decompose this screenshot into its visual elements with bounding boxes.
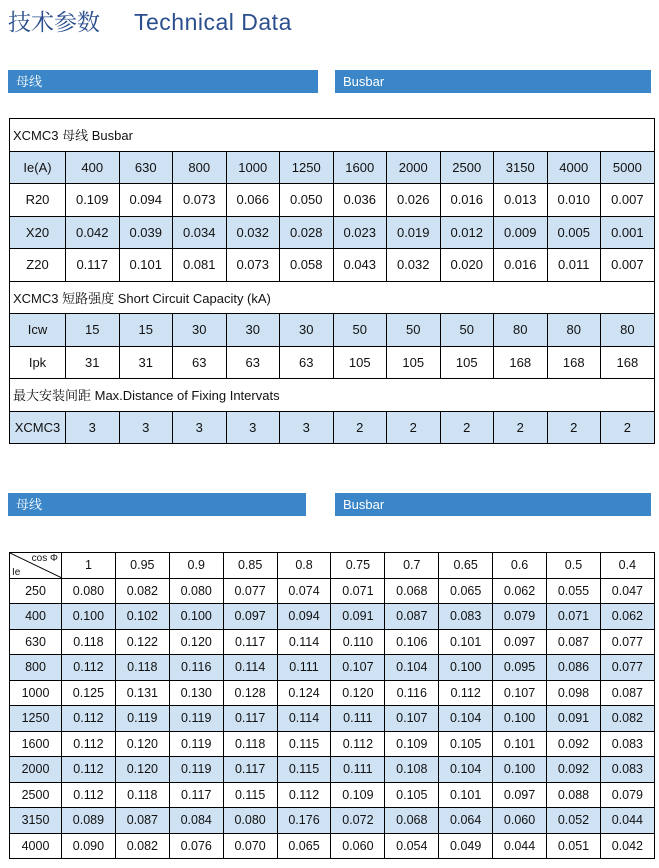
table-cell: 0.120 [169,629,223,655]
table-cell: 0.065 [277,833,331,859]
table-cell: 0.084 [169,808,223,834]
table-cell: 0.088 [547,782,601,808]
table-cell: 0.080 [169,578,223,604]
table-cell: 0.100 [439,655,493,681]
table-row [10,706,655,732]
table-cell: 0.011 [547,249,601,282]
table-cell: 0.104 [439,757,493,783]
table-cell: 0.120 [115,757,169,783]
header-cell: 0.75 [331,553,385,579]
table-cell: 0.016 [494,249,548,282]
table-cell: 0.112 [62,731,116,757]
table-cell: 0.101 [493,731,547,757]
row-label: 3150 [10,808,62,834]
header-cell: 0.65 [439,553,493,579]
table-cell: 0.087 [115,808,169,834]
table-cell: 0.082 [600,706,654,732]
table-cell: 0.019 [387,216,441,249]
table-cell: 0.111 [331,757,385,783]
row-label: Ipk [10,346,66,379]
header-cell: 5000 [601,151,655,184]
header-cell: 630 [119,151,173,184]
table-cell: 0.102 [115,604,169,630]
table-cell: 0.087 [547,629,601,655]
page-title [8,4,292,37]
table-cell: 0.092 [547,731,601,757]
table-cell: 50 [387,314,441,347]
header-cell: 0.85 [223,553,277,579]
table-cell: 0.120 [115,731,169,757]
table-cell: 31 [119,346,173,379]
table-cell: 0.119 [169,706,223,732]
table-cell: 0.071 [547,604,601,630]
table-cell: 0.125 [62,680,116,706]
header-cell: 0.4 [600,553,654,579]
table-cell: 63 [280,346,334,379]
table-section-row [10,119,655,152]
table-cell: 0.112 [62,757,116,783]
header-cell: 3150 [494,151,548,184]
table-cell: 0.042 [66,216,120,249]
table-cell: 0.009 [494,216,548,249]
table-section-row [10,379,655,412]
table-cell: 0.122 [115,629,169,655]
table-cell: 0.026 [387,184,441,217]
header-cell: 800 [173,151,227,184]
table-cell: 0.098 [547,680,601,706]
table-cell: 3 [226,411,280,444]
table-cell: 0.054 [385,833,439,859]
table-cell: 0.112 [331,731,385,757]
table-cell: 0.116 [385,680,439,706]
row-label: Z20 [10,249,66,282]
table-cell: 0.111 [277,655,331,681]
table-cell: 0.115 [223,782,277,808]
table-cell: 0.064 [439,808,493,834]
row-label: 2500 [10,782,62,808]
table-cell: 105 [440,346,494,379]
table-cell: 0.074 [277,578,331,604]
table-cell: 0.112 [439,680,493,706]
table-cell: 0.076 [169,833,223,859]
table-cell: 0.062 [493,578,547,604]
page-title-cn: 技术参数 [8,9,100,35]
table-cell: 0.117 [223,757,277,783]
header-cell: 0.8 [277,553,331,579]
table-cell: 0.112 [277,782,331,808]
header-cell: Ie(A) [10,151,66,184]
table-row [10,604,655,630]
table-cell: 0.119 [169,757,223,783]
row-label: 400 [10,604,62,630]
table-cell: 0.115 [277,757,331,783]
table-cell: 0.091 [331,604,385,630]
table-cell: 50 [440,314,494,347]
table-cell: 0.065 [439,578,493,604]
table-cell: 0.082 [115,578,169,604]
table-cell: 0.032 [387,249,441,282]
table-cell: 0.020 [440,249,494,282]
table-cell: 0.097 [223,604,277,630]
table-cell: 0.047 [600,578,654,604]
row-label: X20 [10,216,66,249]
table-cell: 0.060 [331,833,385,859]
table-cell: 0.100 [169,604,223,630]
table-cell: 105 [387,346,441,379]
table-cell: 0.083 [439,604,493,630]
table-cell: 0.119 [115,706,169,732]
table-cell: 0.066 [226,184,280,217]
table-header-row [10,151,655,184]
table-cell: 0.013 [494,184,548,217]
table-cell: 0.010 [547,184,601,217]
table-cell: 0.176 [277,808,331,834]
table-cell: 0.016 [440,184,494,217]
cos-phi-label: cos Φ [31,553,58,564]
table-cell: 0.083 [600,757,654,783]
table-cell: 0.055 [547,578,601,604]
table-cell: 30 [226,314,280,347]
table-cell: 63 [173,346,227,379]
table-cell: 30 [280,314,334,347]
section1-bar-left: 母线 [8,70,318,93]
table-cell: 0.117 [66,249,120,282]
table-cell: 2 [387,411,441,444]
table-cell: 168 [601,346,655,379]
header-cell: 0.6 [493,553,547,579]
table-cell: 0.052 [547,808,601,834]
table-cell: 0.119 [169,731,223,757]
table-cell: 0.036 [333,184,387,217]
table-cell: 0.101 [119,249,173,282]
table-row [10,411,655,444]
table-row [10,249,655,282]
table-cell: 0.073 [173,184,227,217]
table-cell: 0.081 [173,249,227,282]
table-cell: 0.051 [547,833,601,859]
table-cell: 0.107 [493,680,547,706]
table-cell: 0.077 [223,578,277,604]
table-row [10,757,655,783]
table-cell: 0.068 [385,578,439,604]
page-title-en: Technical Data [134,9,292,35]
table-cell: 0.071 [331,578,385,604]
table-cell: 0.094 [119,184,173,217]
table-cell: 0.097 [493,782,547,808]
table-section-row [10,281,655,314]
table-cell: 0.109 [331,782,385,808]
table-cell: 3 [173,411,227,444]
table-cell: 0.023 [333,216,387,249]
table-cell: 0.012 [440,216,494,249]
table-cell: 0.100 [62,604,116,630]
table-row [10,782,655,808]
table-cell: 0.079 [600,782,654,808]
table-cell: 0.080 [223,808,277,834]
table-cell: 105 [333,346,387,379]
row-label: 1000 [10,680,62,706]
table-cell: 0.087 [385,604,439,630]
short-circuit-title: XCMC3 短路强度 Short Circuit Capacity (kA) [10,281,655,314]
section2-bar-left: 母线 [8,493,306,516]
section1-bar-right: Busbar [335,70,651,93]
table-cell: 0.108 [385,757,439,783]
table-row [10,833,655,859]
table-cell: 0.058 [280,249,334,282]
table-cell: 0.131 [115,680,169,706]
table-cell: 0.080 [62,578,116,604]
header-cell: 0.5 [547,553,601,579]
table-row [10,680,655,706]
row-label: 1600 [10,731,62,757]
table-cell: 80 [494,314,548,347]
row-label: 2000 [10,757,62,783]
row-label: 630 [10,629,62,655]
row-label: R20 [10,184,66,217]
table-cell: 168 [547,346,601,379]
table-cell: 0.112 [62,655,116,681]
table-cell: 2 [494,411,548,444]
voltage-drop-table [9,552,655,859]
header-cell: 400 [66,151,120,184]
table-cell: 0.077 [600,629,654,655]
table-cell: 0.118 [115,782,169,808]
row-label: 250 [10,578,62,604]
header-cell: 0.7 [385,553,439,579]
table-cell: 0.104 [385,655,439,681]
header-cell: 1600 [333,151,387,184]
table-cell: 2 [601,411,655,444]
table-cell: 0.087 [600,680,654,706]
table-cell: 0.079 [493,604,547,630]
table-row [10,808,655,834]
table-cell: 2 [440,411,494,444]
table-cell: 0.050 [280,184,334,217]
table-cell: 0.044 [600,808,654,834]
table-cell: 3 [66,411,120,444]
table-cell: 0.049 [439,833,493,859]
table-cell: 0.114 [223,655,277,681]
table-cell: 0.100 [493,706,547,732]
table-cell: 0.117 [223,706,277,732]
table-row [10,216,655,249]
table-cell: 0.060 [493,808,547,834]
header-cell: 0.9 [169,553,223,579]
table-cell: 0.114 [277,706,331,732]
table-cell: 80 [601,314,655,347]
table-cell: 0.007 [601,249,655,282]
table-cell: 0.090 [62,833,116,859]
row-label: Icw [10,314,66,347]
table-cell: 0.001 [601,216,655,249]
table-cell: 0.105 [439,731,493,757]
header-cell: 1000 [226,151,280,184]
table-cell: 0.083 [600,731,654,757]
table-cell: 0.114 [277,629,331,655]
current-label: Ie [12,566,21,578]
table-cell: 0.109 [385,731,439,757]
header-cell: 4000 [547,151,601,184]
table-cell: 0.072 [331,808,385,834]
table-cell: 0.104 [439,706,493,732]
table-row [10,629,655,655]
table-cell: 0.115 [277,731,331,757]
table-cell: 0.128 [223,680,277,706]
table-cell: 0.117 [169,782,223,808]
table-cell: 0.110 [331,629,385,655]
table-row [10,655,655,681]
table-cell: 30 [173,314,227,347]
table-cell: 0.118 [62,629,116,655]
table-row [10,578,655,604]
table-row [10,731,655,757]
table-cell: 0.089 [62,808,116,834]
table-cell: 0.082 [115,833,169,859]
header-cell: 1250 [280,151,334,184]
table-cell: 0.070 [223,833,277,859]
busbar-impedance-table [9,118,655,444]
table-cell: 0.077 [600,655,654,681]
table-cell: 0.107 [331,655,385,681]
table-cell: 0.032 [226,216,280,249]
table-cell: 0.109 [66,184,120,217]
table-cell: 15 [66,314,120,347]
section2-bar-right: Busbar [335,493,651,516]
table-row [10,314,655,347]
table-cell: 63 [226,346,280,379]
table-title: XCMC3 母线 Busbar [10,119,655,152]
table-cell: 50 [333,314,387,347]
table-cell: 3 [119,411,173,444]
table-cell: 0.007 [601,184,655,217]
table-cell: 0.118 [223,731,277,757]
row-label: XCMC3 [10,411,66,444]
table-cell: 0.034 [173,216,227,249]
row-label: 1250 [10,706,62,732]
table-cell: 31 [66,346,120,379]
table-cell: 80 [547,314,601,347]
table-cell: 0.043 [333,249,387,282]
table-cell: 0.039 [119,216,173,249]
table-cell: 0.120 [331,680,385,706]
table-cell: 3 [280,411,334,444]
table-cell: 0.068 [385,808,439,834]
table-cell: 0.105 [385,782,439,808]
table-cell: 0.112 [62,706,116,732]
table-cell: 0.116 [169,655,223,681]
table-cell: 0.028 [280,216,334,249]
table-cell: 0.005 [547,216,601,249]
table-cell: 0.101 [439,782,493,808]
table-cell: 0.091 [547,706,601,732]
table-cell: 0.101 [439,629,493,655]
table-cell: 0.100 [493,757,547,783]
row-label: 800 [10,655,62,681]
table-row [10,184,655,217]
table-cell: 0.042 [600,833,654,859]
table-cell: 0.124 [277,680,331,706]
table-cell: 0.073 [226,249,280,282]
table-cell: 0.107 [385,706,439,732]
table-cell: 0.086 [547,655,601,681]
table-cell: 2 [547,411,601,444]
table-cell: 0.117 [223,629,277,655]
table-row [10,346,655,379]
table-cell: 0.094 [277,604,331,630]
table-cell: 168 [494,346,548,379]
corner-header-cell [10,553,62,579]
header-cell: 2500 [440,151,494,184]
table-cell: 15 [119,314,173,347]
fixing-interval-title: 最大安装间距 Max.Distance of Fixing Intervats [10,379,655,412]
header-cell: 1 [62,553,116,579]
table-cell: 0.130 [169,680,223,706]
table-cell: 0.062 [600,604,654,630]
header-cell: 2000 [387,151,441,184]
table-cell: 0.118 [115,655,169,681]
table-cell: 0.112 [62,782,116,808]
table-cell: 0.097 [493,629,547,655]
table-cell: 0.044 [493,833,547,859]
table-cell: 0.095 [493,655,547,681]
table-cell: 0.111 [331,706,385,732]
table-cell: 0.092 [547,757,601,783]
table-header-row [10,553,655,579]
row-label: 4000 [10,833,62,859]
table-cell: 0.106 [385,629,439,655]
header-cell: 0.95 [115,553,169,579]
table-cell: 2 [333,411,387,444]
